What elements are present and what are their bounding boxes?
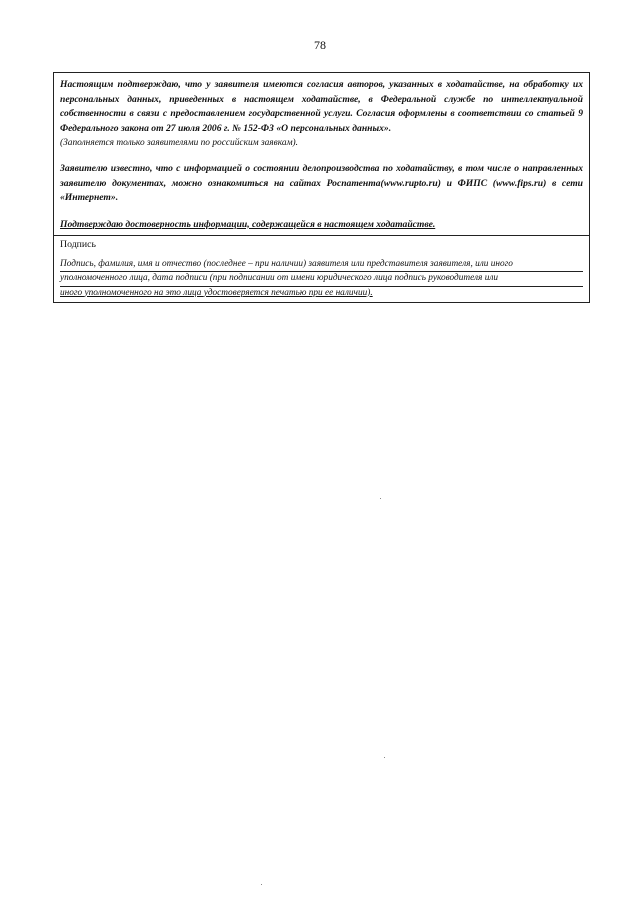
consent-note: (Заполняется только заявителями по российским заявкам).: [60, 138, 299, 148]
signature-description-line: иного уполномоченного на это лица удостоверяется печатью при ее наличии).: [60, 287, 373, 298]
signature-description-line: Подпись, фамилия, имя и отчество (последнее – при наличии) заявителя или представителя заявителя, или иного: [60, 258, 583, 273]
scan-speck: [261, 884, 262, 885]
consent-paragraph: Настоящим подтверждаю, что у заявителя имеются согласия авторов, указанных в ходатайстве, на обработку их персональных данных, приведенных в настоящем ходатайстве, в Федеральной службе по интеллектуальной собственности в связи с предоставлением государственной услуги. Согласия оформлены в соответствии со статьей 9 Федерального закона от 27 июля 2006 г. № 152-ФЗ «О персональных данных».: [60, 79, 583, 134]
page-number: 78: [314, 38, 326, 52]
statements-section: [54, 73, 589, 236]
signature-label: Подпись: [60, 238, 96, 250]
signature-description: [60, 258, 583, 301]
info-paragraph: Заявителю известно, что с информацией о состоянии делопроизводства по ходатайству, в том числе о направленных заявителю документах, можно ознакомиться на сайтах Роспатента(www.rupto.ru) и ФИПС (www.fips.ru) в сети «Интернет».: [60, 163, 583, 203]
consent-form-block: [53, 72, 590, 303]
scan-speck: [380, 498, 381, 499]
signature-description-line: уполномоченного лица, дата подписи (при подписании от имени юридического лица подпись руководителя или: [60, 272, 583, 287]
signature-section: [54, 236, 589, 303]
confirmation-statement: Подтверждаю достоверность информации, содержащейся в настоящем ходатайстве.: [60, 218, 436, 230]
scan-speck: [384, 757, 385, 758]
